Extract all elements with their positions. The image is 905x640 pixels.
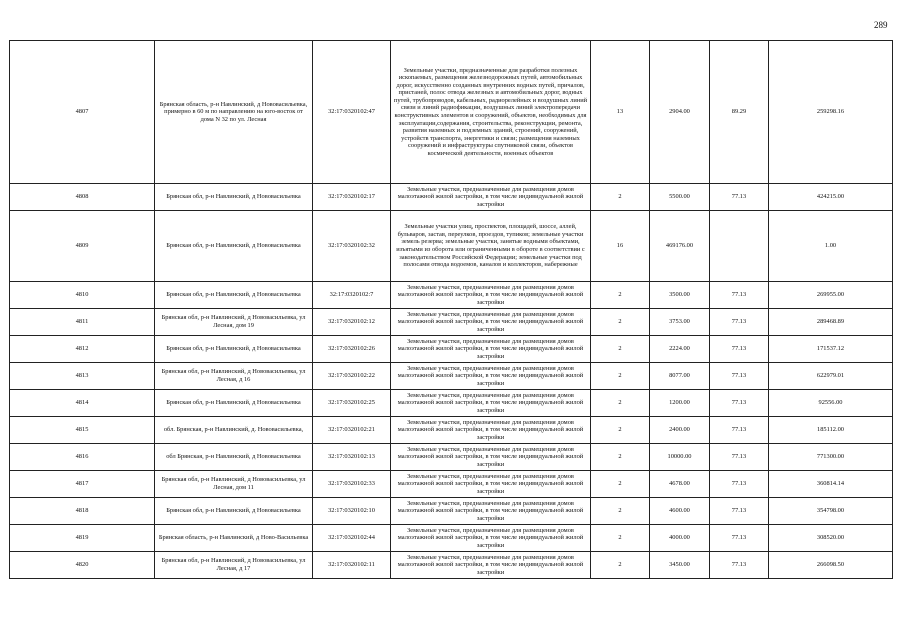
cadastral-value-cell: 354798.00 xyxy=(769,498,893,525)
cadastral-value-cell: 259298.16 xyxy=(769,41,893,184)
rate-cell: 77.13 xyxy=(710,417,769,444)
row-number-cell: 4815 xyxy=(10,417,155,444)
cadastral-number-cell: 32:17:0320102:13 xyxy=(313,444,391,471)
cadastral-value-table xyxy=(9,40,893,579)
rate-cell xyxy=(710,211,769,282)
cadastral-value-cell: 424215.00 xyxy=(769,184,893,211)
rate-cell: 77.13 xyxy=(710,282,769,309)
address-cell: Брянская обл, р-н Навлинский, д Нововасильевка xyxy=(155,282,313,309)
rate-cell: 77.13 xyxy=(710,336,769,363)
cadastral-number-cell: 32:17:0320102:44 xyxy=(313,525,391,552)
group-cell: 2 xyxy=(591,471,650,498)
address-cell: обл Брянская, р-н Навлинский, д Нововасильевка xyxy=(155,444,313,471)
group-cell: 2 xyxy=(591,417,650,444)
rate-cell: 77.13 xyxy=(710,498,769,525)
cadastral-value-cell: 622979.01 xyxy=(769,363,893,390)
rate-cell: 77.13 xyxy=(710,471,769,498)
cadastral-value-cell: 92556.00 xyxy=(769,390,893,417)
page-number: 289 xyxy=(874,20,888,30)
rate-cell: 77.13 xyxy=(710,184,769,211)
cadastral-number-cell: 32:17:0320102:11 xyxy=(313,552,391,579)
land-use-cell: Земельные участки улиц, проспектов, площадей, шоссе, аллей, бульваров, застав, переулков, проездов, тупиков; земельные участки земель резерва; земельные участки, занятые водными объектами, изъятыми из оборота или ограниченными в обороте в соответствии с законодательством Российской Федерации; земельные участки под полосами отвода водоемов, каналов и коллекторов, набережные xyxy=(391,211,591,282)
table-row xyxy=(10,41,893,184)
row-number-cell: 4813 xyxy=(10,363,155,390)
land-use-cell: Земельные участки, предназначенные для размещения домов малоэтажной жилой застройки, в том числе индивидуальной жилой застройки xyxy=(391,498,591,525)
table-row xyxy=(10,552,893,579)
row-number-cell: 4812 xyxy=(10,336,155,363)
address-cell: Брянская обл, р-н Навлинский, д Нововасильевка, ул Лесная, д 17 xyxy=(155,552,313,579)
cadastral-value-cell: 360814.14 xyxy=(769,471,893,498)
land-use-cell: Земельные участки, предназначенные для размещения домов малоэтажной жилой застройки, в том числе индивидуальной жилой застройки xyxy=(391,184,591,211)
table-row xyxy=(10,417,893,444)
group-cell: 2 xyxy=(591,363,650,390)
cadastral-value-cell: 289468.89 xyxy=(769,309,893,336)
group-cell: 2 xyxy=(591,282,650,309)
table-row xyxy=(10,444,893,471)
row-number-cell: 4818 xyxy=(10,498,155,525)
area-cell: 1200.00 xyxy=(650,390,710,417)
cadastral-number-cell: 32:17:0320102:47 xyxy=(313,41,391,184)
area-cell: 3450.00 xyxy=(650,552,710,579)
cadastral-value-cell: 771300.00 xyxy=(769,444,893,471)
land-use-cell: Земельные участки, предназначенные для размещения домов малоэтажной жилой застройки, в том числе индивидуальной жилой застройки xyxy=(391,282,591,309)
land-use-cell: Земельные участки, предназначенные для размещения домов малоэтажной жилой застройки, в том числе индивидуальной жилой застройки xyxy=(391,444,591,471)
rate-cell: 89.29 xyxy=(710,41,769,184)
area-cell: 2224.00 xyxy=(650,336,710,363)
area-cell: 4678.00 xyxy=(650,471,710,498)
rate-cell: 77.13 xyxy=(710,309,769,336)
cadastral-value-cell: 269955.00 xyxy=(769,282,893,309)
group-cell: 2 xyxy=(591,336,650,363)
cadastral-number-cell: 32:17:0320102:25 xyxy=(313,390,391,417)
address-cell: Брянская обл, р-н Навлинский, д Нововасильевка xyxy=(155,336,313,363)
address-cell: Брянская обл, р-н Навлинский, д Нововасильевка xyxy=(155,390,313,417)
land-use-cell: Земельные участки, предназначенные для размещения домов малоэтажной жилой застройки, в том числе индивидуальной жилой застройки xyxy=(391,309,591,336)
cadastral-number-cell: 32:17:0320102:21 xyxy=(313,417,391,444)
cadastral-value-cell: 185112.00 xyxy=(769,417,893,444)
table-row xyxy=(10,211,893,282)
table-row xyxy=(10,282,893,309)
table-row xyxy=(10,471,893,498)
rate-cell: 77.13 xyxy=(710,525,769,552)
row-number-cell: 4817 xyxy=(10,471,155,498)
row-number-cell: 4807 xyxy=(10,41,155,184)
cadastral-number-cell: 32:17:0320102:26 xyxy=(313,336,391,363)
address-cell: Брянская обл, р-н Навлинский, д Нововасильевка, ул Лесная, дом 19 xyxy=(155,309,313,336)
address-cell: Брянская обл, р-н Навлинский, д Нововасильевка xyxy=(155,184,313,211)
table-row xyxy=(10,309,893,336)
group-cell: 2 xyxy=(591,498,650,525)
land-use-cell: Земельные участки, предназначенные для размещения домов малоэтажной жилой застройки, в том числе индивидуальной жилой застройки xyxy=(391,525,591,552)
group-cell: 16 xyxy=(591,211,650,282)
group-cell: 2 xyxy=(591,444,650,471)
row-number-cell: 4820 xyxy=(10,552,155,579)
cadastral-value-cell: 1.00 xyxy=(769,211,893,282)
group-cell: 2 xyxy=(591,552,650,579)
table-row xyxy=(10,336,893,363)
address-cell: Брянская обл, р-н Навлинский, д Нововасильевка xyxy=(155,211,313,282)
area-cell: 4000.00 xyxy=(650,525,710,552)
cadastral-value-cell: 308520.00 xyxy=(769,525,893,552)
table-row xyxy=(10,184,893,211)
cadastral-number-cell: 32:17:0320102:22 xyxy=(313,363,391,390)
row-number-cell: 4808 xyxy=(10,184,155,211)
row-number-cell: 4810 xyxy=(10,282,155,309)
row-number-cell: 4814 xyxy=(10,390,155,417)
rate-cell: 77.13 xyxy=(710,363,769,390)
address-cell: Брянская обл, р-н Навлинский, д Нововасильевка, ул Лесная, д 16 xyxy=(155,363,313,390)
land-use-cell: Земельные участки, предназначенные для размещения домов малоэтажной жилой застройки, в том числе индивидуальной жилой застройки xyxy=(391,336,591,363)
row-number-cell: 4809 xyxy=(10,211,155,282)
rate-cell: 77.13 xyxy=(710,390,769,417)
group-cell: 2 xyxy=(591,309,650,336)
land-use-cell: Земельные участки, предназначенные для разработки полезных ископаемых, размещения железнодорожных путей, автомобильных дорог, искусственно созданных внутренних водных путей, причалов, пристаней, полос отвода железных и автомобильных дорог, водных путей, трубопроводов, кабельных, радиорелейных и воздушных линий связи и линий радиофикации, воздушных линий электропередачи конструктивных элементов и сооружений, объектов, необходимых для эксплуатации,содержания, строительства, реконструкции, ремонта, развития наземных и подземных зданий, строений, сооружений, устройств транспорта, энергетики и связи; размещения наземных сооружений и инфраструктуры спутниковой связи, объектов космической деятельности, военных объектов xyxy=(391,41,591,184)
address-cell: Брянская обл, р-н Навлинский, д Нововасильевка, ул Лесная, дом 11 xyxy=(155,471,313,498)
table-row xyxy=(10,498,893,525)
row-number-cell: 4819 xyxy=(10,525,155,552)
area-cell: 5500.00 xyxy=(650,184,710,211)
row-number-cell: 4816 xyxy=(10,444,155,471)
cadastral-number-cell: 32:17:0320102:33 xyxy=(313,471,391,498)
area-cell: 4600.00 xyxy=(650,498,710,525)
cadastral-value-cell: 171537.12 xyxy=(769,336,893,363)
address-cell: обл. Брянская, р-н Навлинский, д. Нововасильевка, xyxy=(155,417,313,444)
address-cell: Брянская обл, р-н Навлинский, д Нововасильевка xyxy=(155,498,313,525)
cadastral-value-cell: 266098.50 xyxy=(769,552,893,579)
group-cell: 2 xyxy=(591,184,650,211)
group-cell: 13 xyxy=(591,41,650,184)
cadastral-number-cell: 32:17:0320102:32 xyxy=(313,211,391,282)
address-cell: Брянская область, р-н Навлинский, д Нововасильевка, примерно в 60 м по направлению на юго-восток от дома N 32 по ул. Лесная xyxy=(155,41,313,184)
land-use-cell: Земельные участки, предназначенные для размещения домов малоэтажной жилой застройки, в том числе индивидуальной жилой застройки xyxy=(391,363,591,390)
land-use-cell: Земельные участки, предназначенные для размещения домов малоэтажной жилой застройки, в том числе индивидуальной жилой застройки xyxy=(391,552,591,579)
area-cell: 3753.00 xyxy=(650,309,710,336)
address-cell: Брянская область, р-н Навлинский, д Ново-Васильевка xyxy=(155,525,313,552)
cadastral-number-cell: 32:17:0320102:12 xyxy=(313,309,391,336)
land-use-cell: Земельные участки, предназначенные для размещения домов малоэтажной жилой застройки, в том числе индивидуальной жилой застройки xyxy=(391,390,591,417)
group-cell: 2 xyxy=(591,390,650,417)
land-use-cell: Земельные участки, предназначенные для размещения домов малоэтажной жилой застройки, в том числе индивидуальной жилой застройки xyxy=(391,471,591,498)
row-number-cell: 4811 xyxy=(10,309,155,336)
land-use-cell: Земельные участки, предназначенные для размещения домов малоэтажной жилой застройки, в том числе индивидуальной жилой застройки xyxy=(391,417,591,444)
area-cell: 469176.00 xyxy=(650,211,710,282)
area-cell: 2904.00 xyxy=(650,41,710,184)
table-row xyxy=(10,525,893,552)
table-row xyxy=(10,363,893,390)
rate-cell: 77.13 xyxy=(710,444,769,471)
area-cell: 10000.00 xyxy=(650,444,710,471)
table-row xyxy=(10,390,893,417)
cadastral-number-cell: 32:17:0320102:17 xyxy=(313,184,391,211)
cadastral-number-cell: 32:17:0320102:7 xyxy=(313,282,391,309)
area-cell: 8077.00 xyxy=(650,363,710,390)
area-cell: 2400.00 xyxy=(650,417,710,444)
area-cell: 3500.00 xyxy=(650,282,710,309)
cadastral-number-cell: 32:17:0320102:10 xyxy=(313,498,391,525)
group-cell: 2 xyxy=(591,525,650,552)
rate-cell: 77.13 xyxy=(710,552,769,579)
